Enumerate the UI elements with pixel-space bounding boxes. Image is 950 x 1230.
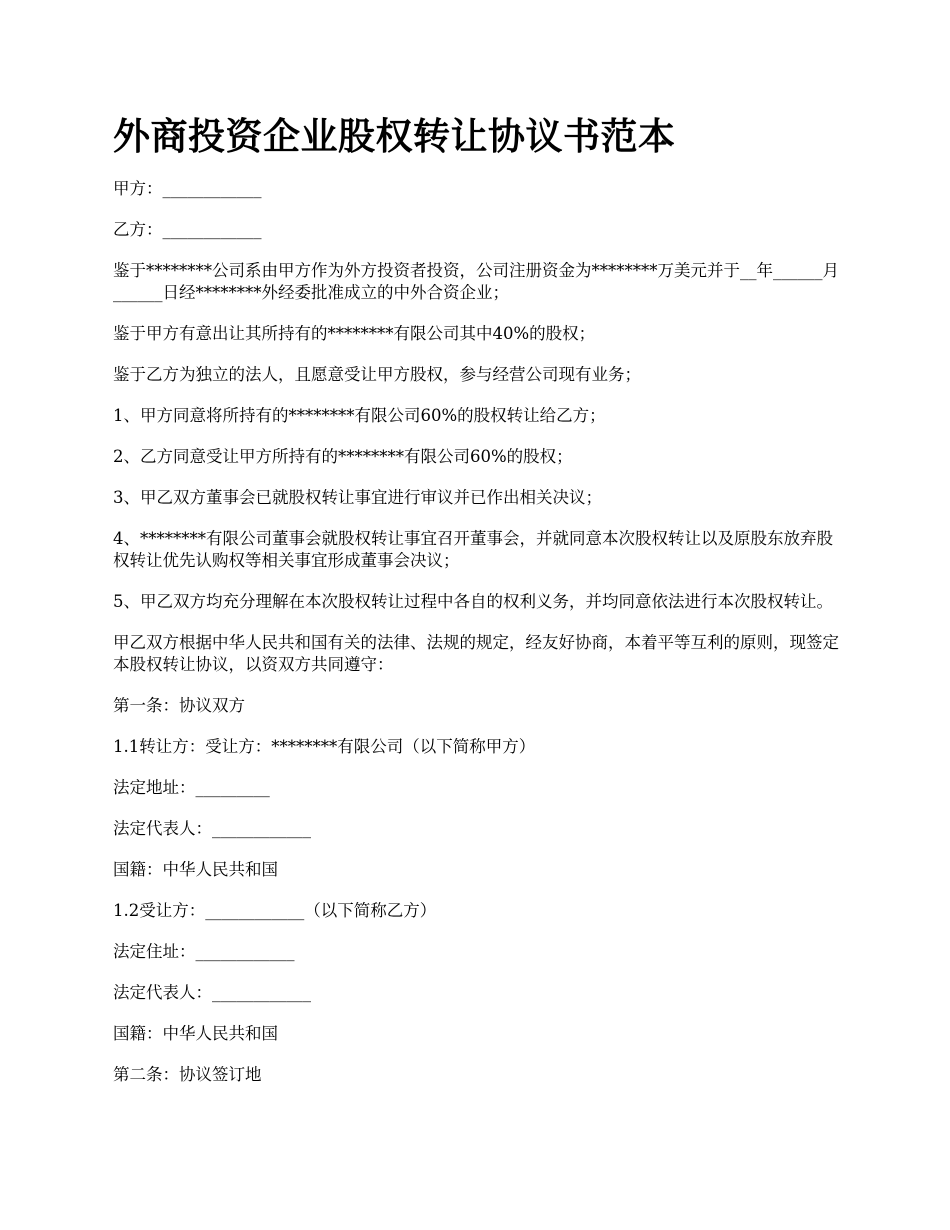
transferor-nationality: 国籍：中华人民共和国 — [113, 860, 278, 879]
transferee-legal-representative: 法定代表人：____________ — [113, 983, 311, 1002]
recital-party-b-intent: 鉴于乙方为独立的法人，且愿意受让甲方股权，参与经营公司现有业务； — [113, 365, 641, 384]
recital-transfer-intent: 鉴于甲方有意出让其所持有的********有限公司其中40%的股权； — [113, 324, 596, 343]
transferor-legal-representative: 法定代表人：____________ — [113, 819, 311, 838]
clause-5: 5、甲乙双方均充分理解在本次股权转让过程中各自的权利义务，并均同意依法进行本次股权转让。 — [113, 592, 833, 611]
party-b-line: 乙方：____________ — [113, 220, 262, 239]
article-1-heading: 第一条：协议双方 — [113, 696, 245, 715]
clause-4: 4、********有限公司董事会就股权转让事宜召开董事会，并就同意本次股权转让以及原股东放弃股权转让优先认购权等相关事宜形成董事会决议； — [113, 529, 833, 570]
clause-2: 2、乙方同意受让甲方所持有的********有限公司60%的股权； — [113, 447, 573, 466]
transferor-legal-address: 法定地址：_________ — [113, 778, 270, 797]
transferee-nationality: 国籍：中华人民共和国 — [113, 1024, 278, 1043]
article-2-heading: 第二条：协议签订地 — [113, 1065, 262, 1084]
document-title: 外商投资企业股权转让协议书范本 — [113, 114, 676, 158]
clause-3: 3、甲乙双方董事会已就股权转让事宜进行审议并已作出相关决议； — [113, 488, 602, 507]
transferee-legal-address: 法定住址：____________ — [113, 942, 295, 961]
article-1-2-transferee: 1.2受让方：____________（以下简称乙方） — [113, 901, 437, 920]
recital-company-background: 鉴于********公司系由甲方作为外方投资者投资，公司注册资金为********万美元并于__年______月______日经********外经委批准成立的中外合资企业； — [113, 261, 839, 302]
document-page — [113, 108, 843, 1105]
article-1-1-transferor: 1.1转让方：受让方：********有限公司（以下简称甲方） — [113, 737, 536, 756]
clause-1: 1、甲方同意将所持有的********有限公司60%的股权转让给乙方； — [113, 406, 606, 425]
party-a-line: 甲方：____________ — [113, 179, 262, 198]
preamble-agreement: 甲乙双方根据中华人民共和国有关的法律、法规的规定，经友好协商，本着平等互利的原则，现签定本股权转让协议，以资双方共同遵守： — [113, 633, 839, 674]
